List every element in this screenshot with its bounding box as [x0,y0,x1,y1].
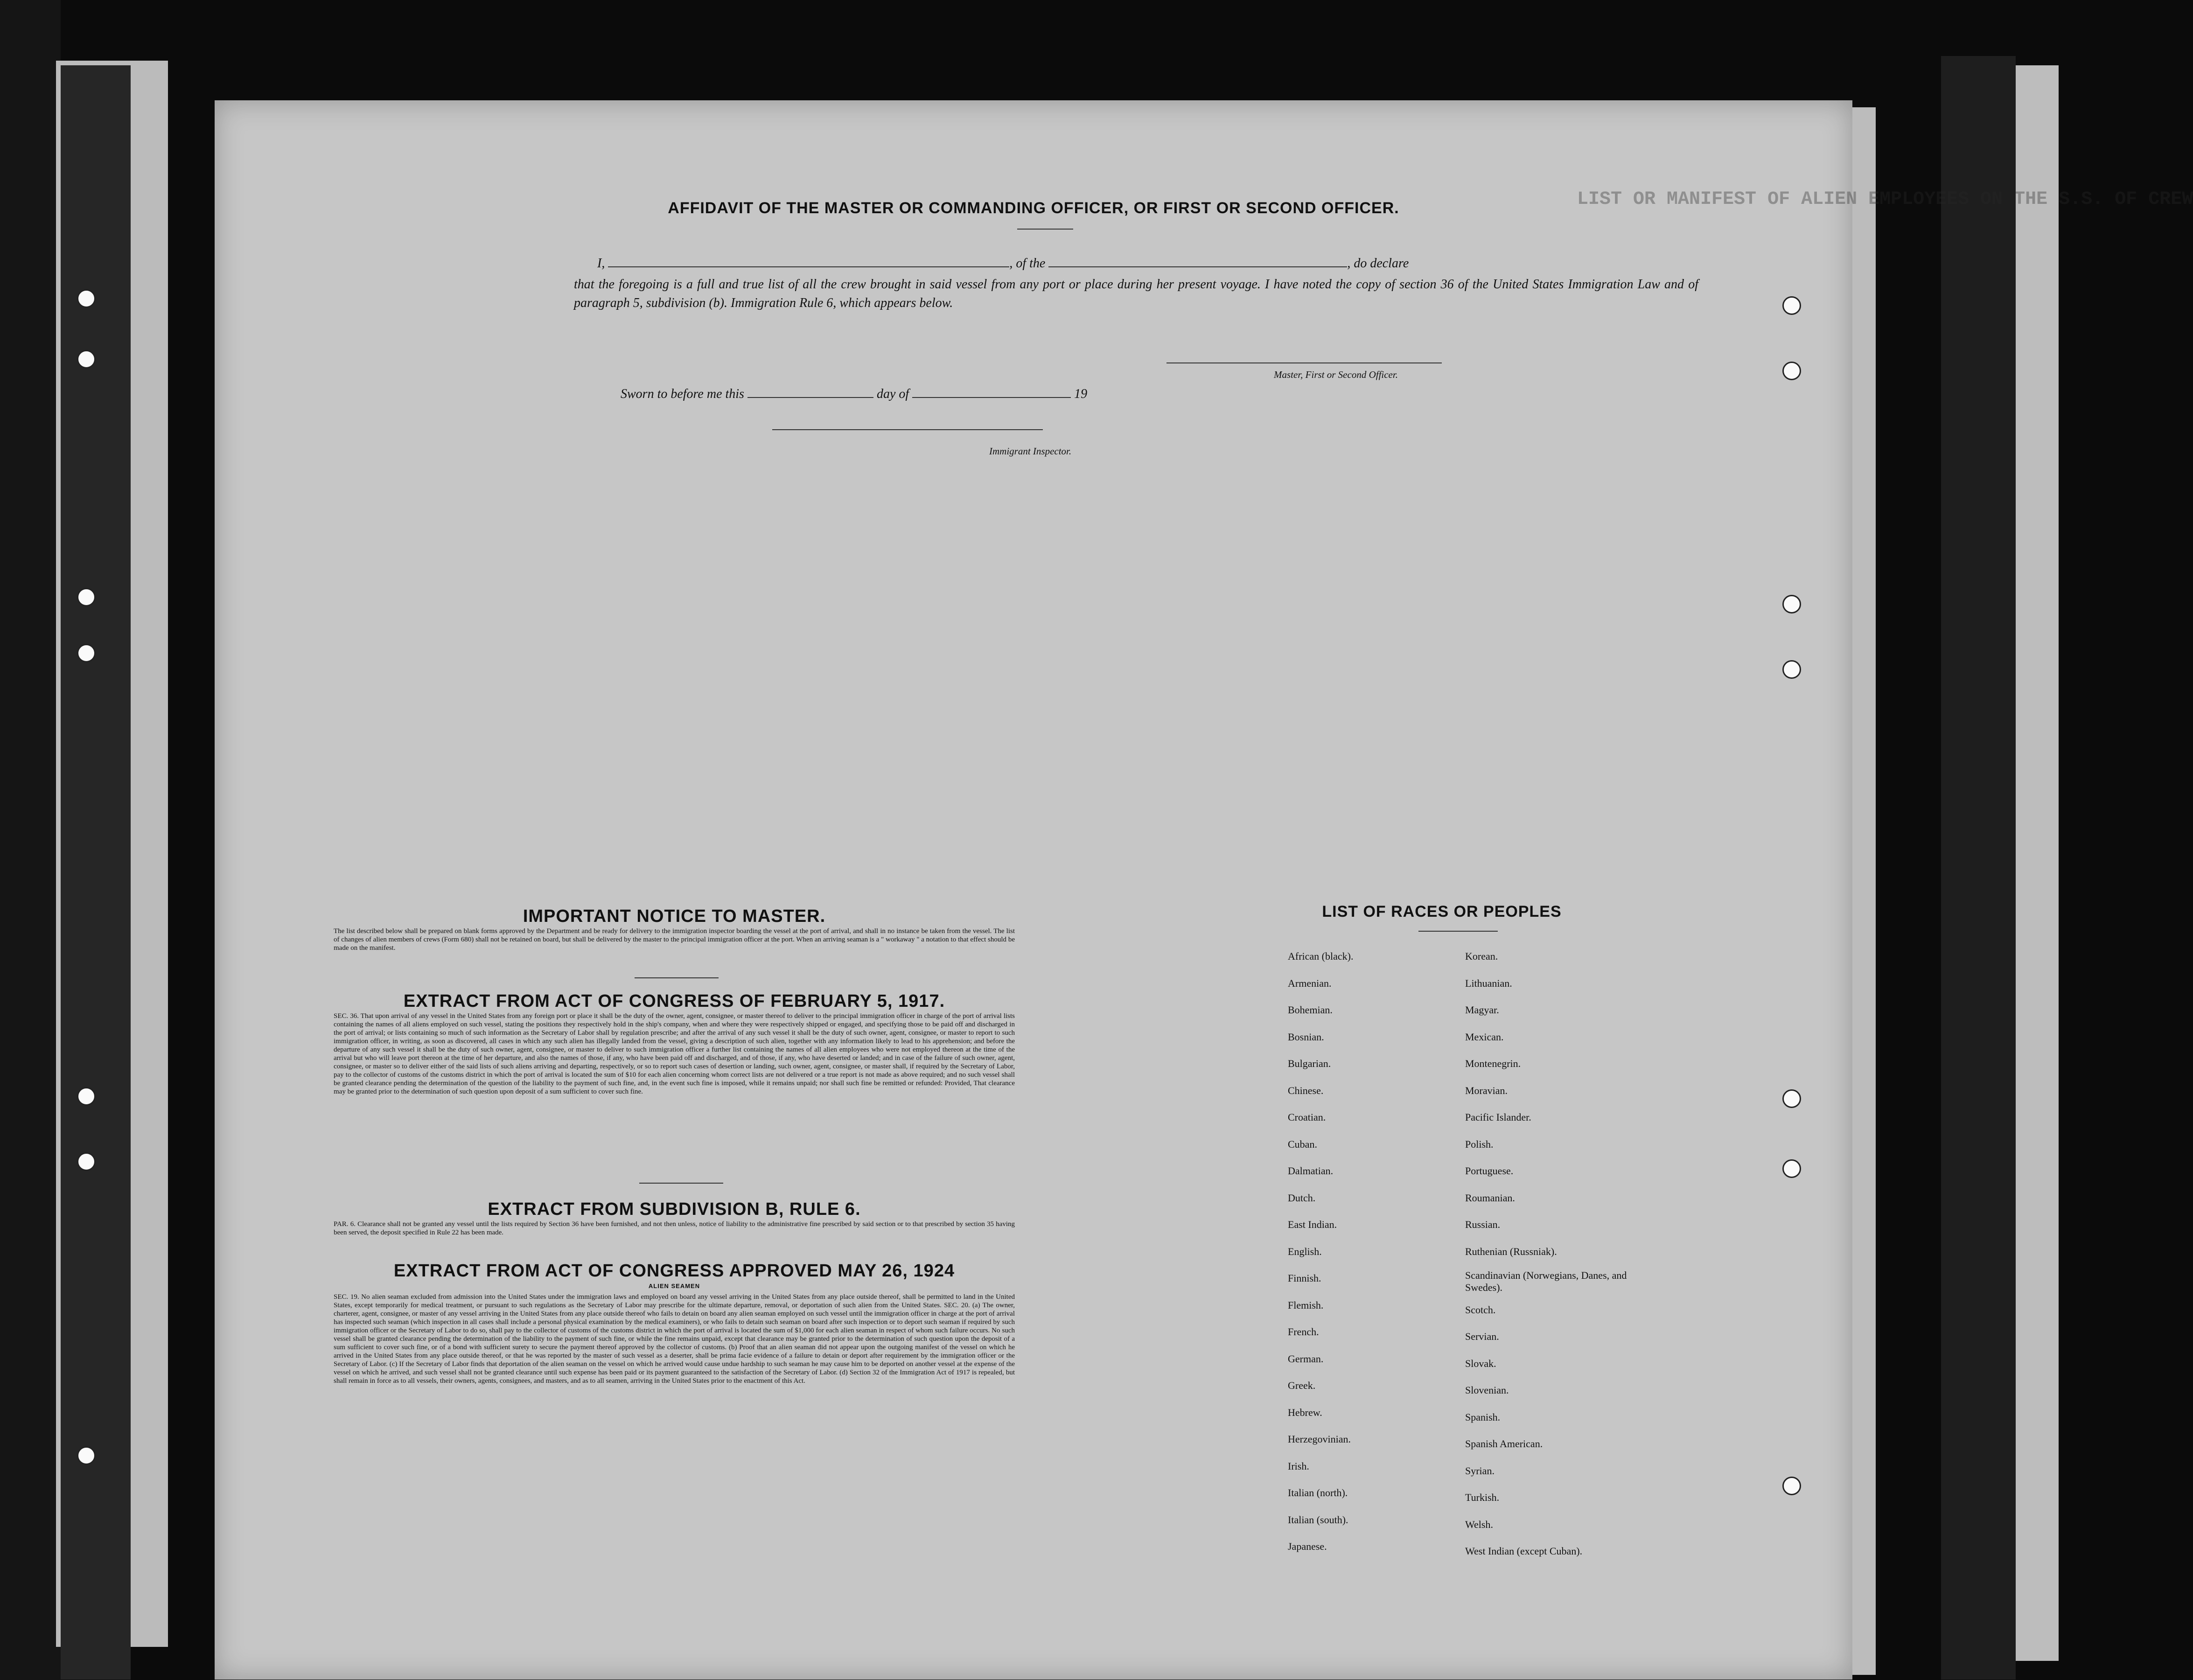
race-item: Lithuanian. [1465,977,1512,989]
race-item: Moravian. [1465,1084,1508,1096]
extract-1924-subtitle: ALIEN SEAMEN [648,1283,700,1290]
race-item: West Indian (except Cuban). [1465,1545,1583,1557]
race-item: Montenegrin. [1465,1058,1521,1069]
race-item: Italian (south). [1288,1513,1348,1526]
extract-1917-text: SEC. 36. That upon arrival of any vessel in the United States from any foreign port or place it shall be the duty of the owner, agent, consignee, or master thereof to deliver to the principal immigration officer in charge of the port of arrival lists containing the names of all aliens employed on such vessel, stating the positions they respectively hold in the ship's company, when and where they were respectively shipped or engaged, and specifying those to be paid off and discharged in the port of arrival; or lists containing so much of such information as the Secretary of Labor shall by regulation prescribe; and after the arrival of any such vessel it shall be the duty of such owner, agent, consignee, or master to report to such immigration officer, in writing, as soon as discovered, all cases in which any such alien has illegally landed from the vessel, giving a description of such alien, together with any information likely to lead to his apprehension; and before the departure of any such vessel it shall be the duty of such owner, agent, consignee, or master to deliver to such immigration officer a further list containing the names of all alien employees who were not employed thereon at the time of the arrival but who will leave port thereon at the time of her departure, and also the names of those, if any, who have been paid off and discharged, and of those, if any, who have deserted or landed; and in case of the failure of such owner, agent, consignee, or master so to deliver either of the said lists of such aliens arriving and departing, respectively, or so to report such cases of desertion or landing, such owner, agent, consignee, or master shall, if required by the Secretary of Labor, pay to the collector of customs of the customs district in which the port of arrival is located the sum of $10 for each alien concerning whom correct lists are not delivered or a true report is not made as above required; and no such vessel shall be granted clearance pending the determination of the question of the liability to the payment of such fine, and, in the event such fine is imposed, while it remains unpaid; nor shall such fine be remitted or refunded: Provided, That clearance may be granted prior to the determination of such question upon deposit of a sum sufficient to cover such fine. [334,1012,1015,1095]
affidavit-of-the: , of the [1009,256,1046,271]
divider [639,1183,723,1184]
race-item: Pacific Islander. [1465,1111,1531,1123]
sworn-text: Sworn to before me this [621,387,744,401]
notice-text: The list described below shall be prepared on blank forms approved by the Department and be ready for delivery to the immigration inspector boarding the vessel at the port of arrival, and shall in no instance be taken from the vessel. The list of changes of alien members of crews (Form 680) shall not be retained on board, but shall be delivered by the master to the principal immigration officer at the port. When an arriving seaman is a " workaway " a notation to that effect should be made on the manifest. [334,927,1015,952]
binder-hole [1782,1089,1801,1108]
binder-hole [1782,595,1801,613]
bleed-through-header: LIST OR MANIFEST OF ALIEN EMPLOYEES ON THE S.S. OF CREW [1577,189,2193,210]
race-item: Italian (north). [1288,1487,1348,1499]
race-item: German. [1288,1352,1324,1365]
race-item: Dutch. [1288,1192,1316,1204]
race-item: Armenian. [1288,977,1332,989]
race-item: Cuban. [1288,1138,1317,1150]
extract-1917-title: EXTRACT FROM ACT OF CONGRESS OF FEBRUARY 5, 1917. [403,991,945,1011]
master-signature-label: Master, First or Second Officer. [1274,369,1398,380]
sworn-day-of: day of [876,387,909,401]
races-title: LIST OF RACES OR PEOPLES [1322,903,1562,920]
race-item: Scotch. [1465,1304,1496,1316]
race-item: Roumanian. [1465,1192,1515,1204]
binder-hole [1782,660,1801,679]
race-item: Slovak. [1465,1357,1496,1369]
binder-hole [1782,1477,1801,1495]
binder-hole [77,588,96,606]
race-item: Croatian. [1288,1111,1326,1123]
extract-1924-text: SEC. 19. No alien seaman excluded from admission into the United States under the immigration laws and employed on board any vessel arriving in the United States from any place outside thereof, shall be permitted to land in the United States, except temporarily for medical treatment, or pursuant to such regulations as the Secretary of Labor may prescribe for the ultimate departure, removal, or deportation of such alien from the United States. SEC. 20. (a) The owner, charterer, agent, consignee, or master of any vessel arriving in the United States from any place outside thereof who fails to detain on board any alien seaman employed on such vessel until the immigration officer in charge at the port of arrival has inspected such seaman (which inspection in all cases shall include a personal physical examination by the medical examiners), or who fails to detain such seaman on board after such inspection or to deport such seaman if required by such immigration officer or the Secretary of Labor to do so, shall pay to the collector of customs of the customs district in which the port of arrival is located the sum of $1,000 for each alien seaman in respect of whom such failure occurs. No such vessel shall be granted clearance pending the determination of the liability to the payment of such fine, or while the fine remains unpaid, except that clearance may be granted prior to the determination of such question upon the deposit of a sum sufficient to cover such fine, or of a bond with sufficient surety to secure the payment thereof approved by the collector of customs. (b) Proof that an alien seaman did not appear upon the outgoing manifest of the vessel on which he arrived in the United States from any place outside thereof, or that he was reported by the master of such vessel as a deserter, shall be prima facie evidence of a failure to detain or deport after requirement by the immigration officer or the Secretary of Labor. (c) If the Secretary of Labor finds that deportation of the alien seaman on the vessel on which he arrived would cause undue hardship to such seaman he may cause him to be deported on another vessel at the expense of the vessel on which he arrived, and such vessel shall not be granted clearance until such expense has been paid or its payment guaranteed to the satisfaction of the Secretary of Labor. (d) Section 32 of the Immigration Act of 1917 is repealed, but shall remain in force as to all vessels, their owners, agents, consignees, and masters, and as to all seamen, arriving in the United States prior to the enactment of this Act. [334,1293,1015,1385]
race-item: Greek. [1288,1380,1316,1391]
race-item: Spanish. [1465,1411,1501,1423]
binder-hole [77,1087,96,1106]
race-item: English. [1288,1245,1322,1257]
binder-hole [77,1152,96,1171]
adjacent-page-edge [2016,65,2059,1661]
race-item: Bosnian. [1288,1031,1324,1043]
race-item: Ruthenian (Russniak). [1465,1245,1557,1257]
race-item: French. [1288,1326,1319,1338]
race-item: Irish. [1288,1460,1309,1472]
signature-line-master [1166,362,1442,363]
race-item: Dalmatian. [1288,1165,1334,1177]
binder-hole [77,289,96,308]
binder-hole [77,350,96,369]
divider [1418,931,1498,932]
race-item: Scandinavian (Norwegians, Danes, and Swedes). [1465,1269,1627,1293]
sworn-line [621,385,1367,404]
race-item: Slovenian. [1465,1384,1509,1396]
race-item: Korean. [1465,950,1498,962]
scan-border-left [0,0,61,1680]
race-item: Flemish. [1288,1299,1324,1311]
race-item: African (black). [1288,950,1354,962]
extract-1924-title: EXTRACT FROM ACT OF CONGRESS APPROVED MAY 26, 1924 [393,1261,955,1281]
binder-hole [1782,296,1801,315]
affidavit-title: AFFIDAVIT OF THE MASTER OR COMMANDING OFFICER, OR FIRST OR SECOND OFFICER. [668,199,1399,217]
race-item: Turkish. [1465,1492,1500,1503]
rule6-text: PAR. 6. Clearance shall not be granted any vessel until the lists required by Section 36 have been furnished, and not then unless, notice of liability to the administrative fine prescribed by said section or to that prescribed by section 35 having been served, the deposit specified in Rule 22 has been made. [334,1220,1015,1236]
affidavit-do-declare: , do declare [1347,256,1409,271]
race-item: Bohemian. [1288,1004,1333,1016]
race-item: Syrian. [1465,1464,1495,1477]
binding-right [1941,56,2016,1680]
race-item: Mexican. [1465,1031,1504,1043]
race-item: Finnish. [1288,1272,1321,1284]
race-item: Bulgarian. [1288,1058,1331,1069]
race-item: Spanish American. [1465,1438,1543,1450]
race-item: Magyar. [1465,1004,1499,1016]
race-item: Herzegovinian. [1288,1433,1351,1445]
document-page [215,100,2193,1680]
binder-hole [1782,362,1801,380]
race-item: Portuguese. [1465,1165,1514,1177]
binder-hole [77,644,96,662]
race-item: Hebrew. [1288,1406,1322,1418]
binder-hole [1782,1159,1801,1178]
race-item: East Indian. [1288,1219,1337,1230]
rule6-title: EXTRACT FROM SUBDIVISION B, RULE 6. [488,1199,861,1219]
notice-title: IMPORTANT NOTICE TO MASTER. [523,906,826,926]
binding-left [61,65,131,1680]
race-item: Japanese. [1288,1541,1327,1552]
affidavit-i: I, [597,256,605,271]
race-item: Chinese. [1288,1084,1324,1096]
affidavit-body: that the foregoing is a full and true list of all the crew brought in said vessel from any port or place during her present voyage. I have noted the copy of section 36 of the United States Immigration Law and of paragraph 5, subdivision (b). Immigration Rule 6, which appears below. [574,277,1698,310]
race-item: Servian. [1465,1331,1499,1342]
race-item: Welsh. [1465,1518,1493,1530]
affidavit-declaration-line [597,254,1698,273]
race-item: Polish. [1465,1138,1494,1150]
divider [635,977,719,978]
race-item: Russian. [1465,1219,1501,1230]
signature-line-inspector [772,429,1043,430]
inspector-label: Immigrant Inspector. [989,446,1072,457]
binder-hole [77,1446,96,1465]
divider [1017,229,1073,230]
sworn-year: 19 [1074,387,1088,401]
